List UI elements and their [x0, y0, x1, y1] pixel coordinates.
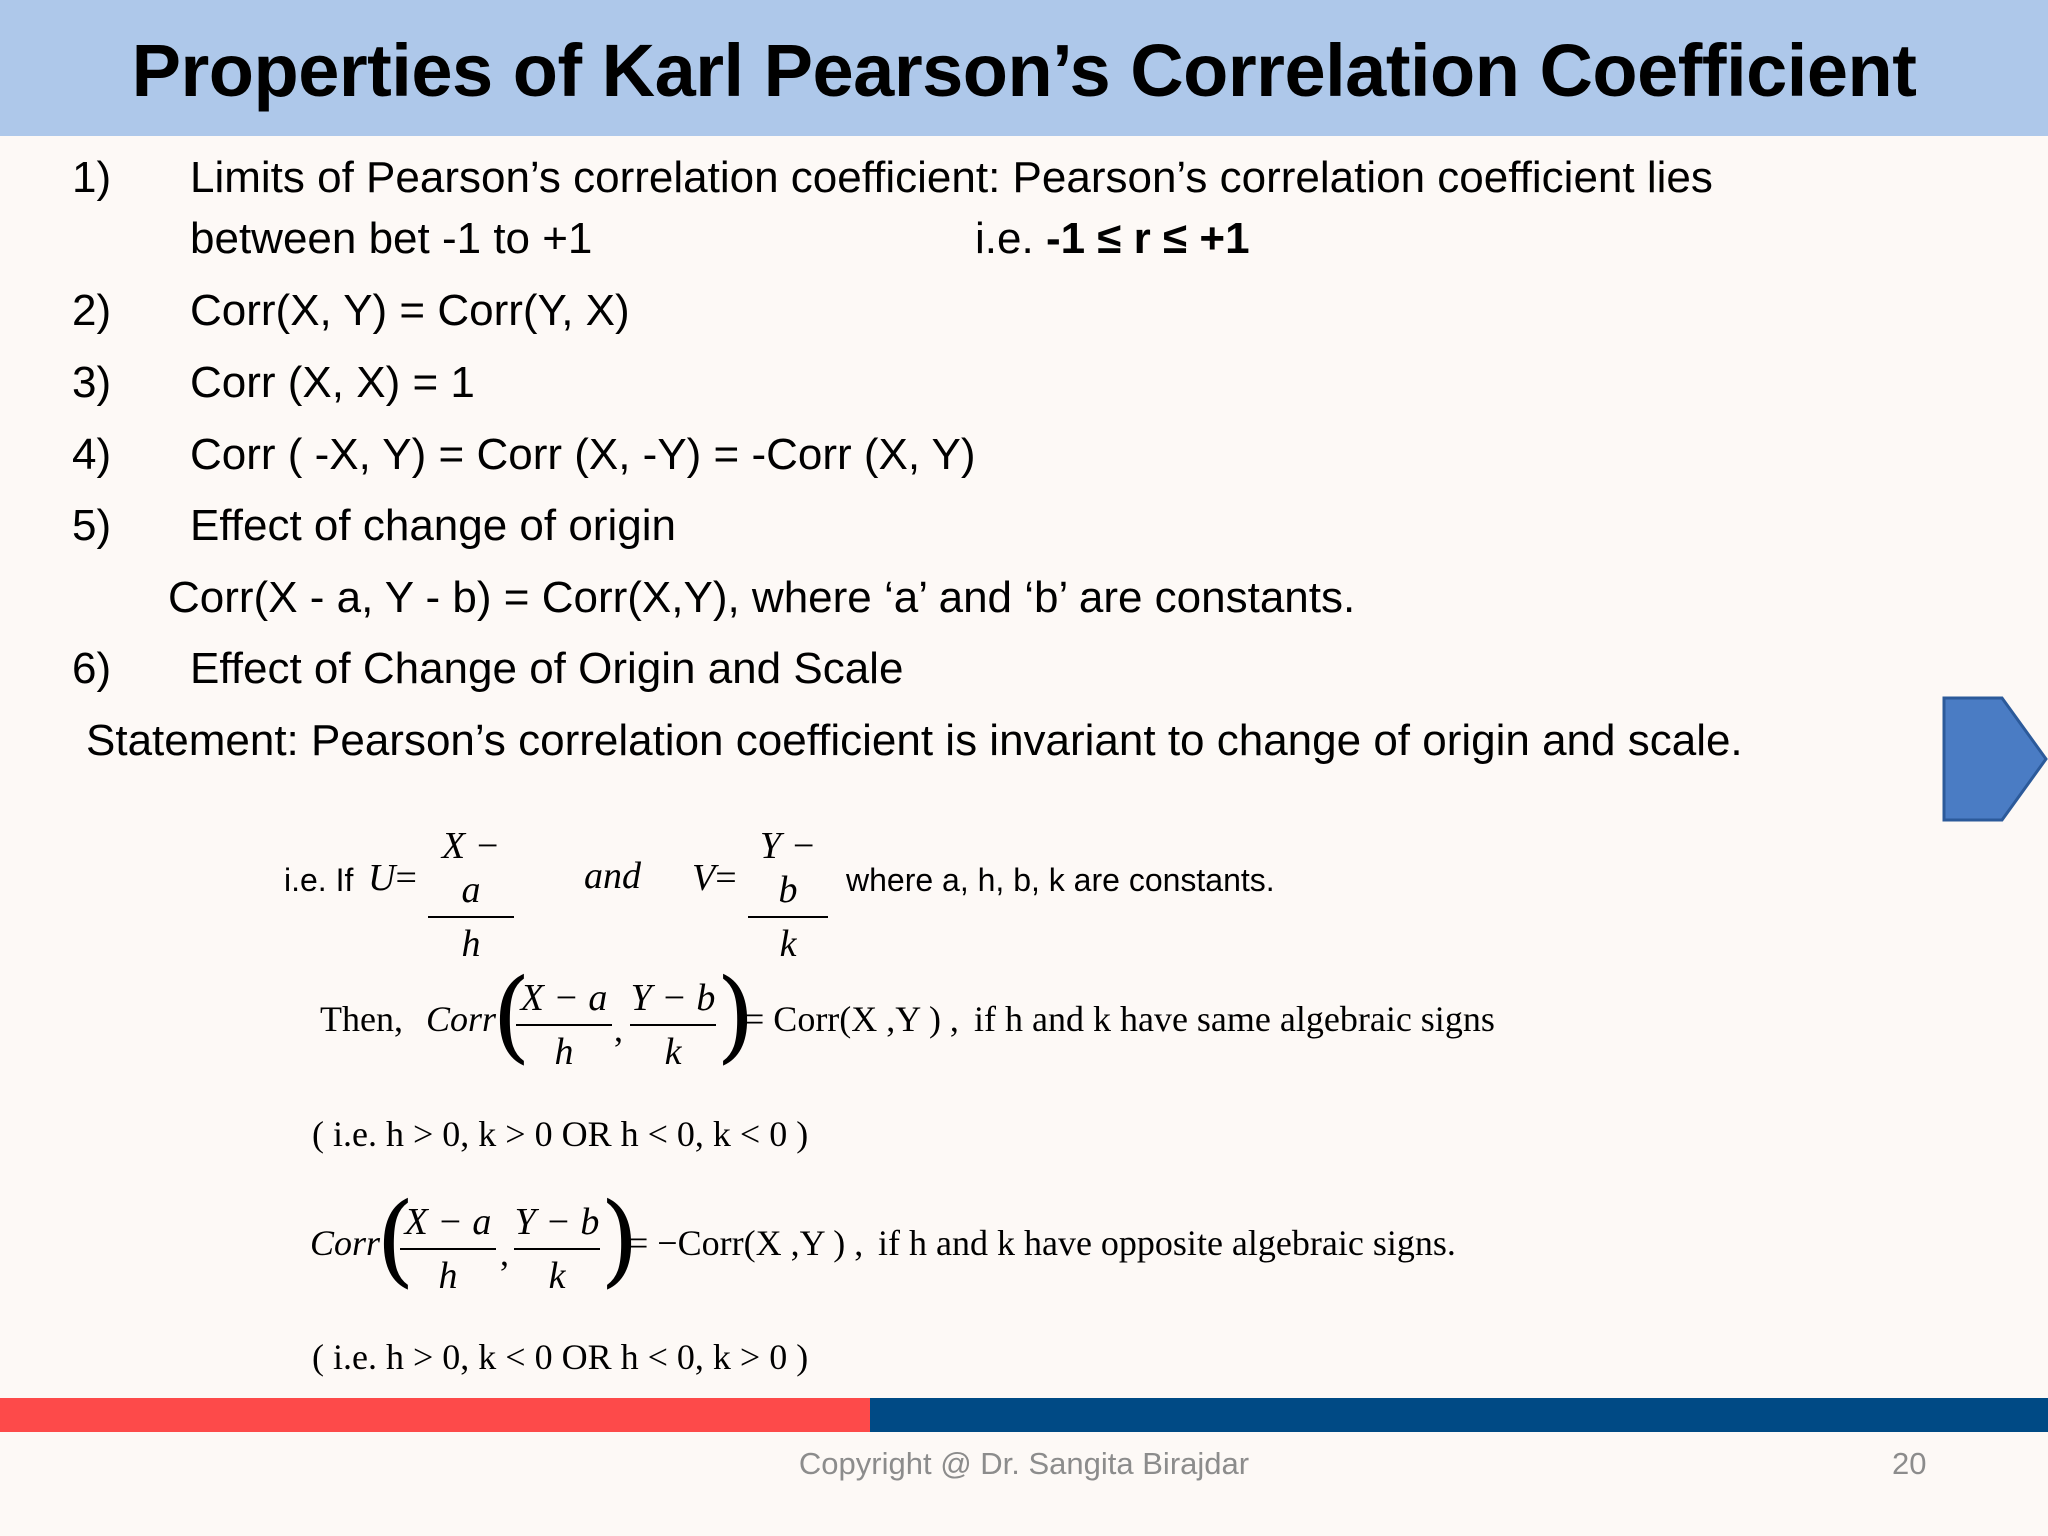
- u-symbol: U=: [368, 857, 417, 899]
- item-number: 1): [72, 153, 112, 202]
- fraction-y-minus-b-over-k: Y − b k: [630, 977, 716, 1073]
- item-number: 4): [72, 430, 112, 479]
- v-symbol: V=: [692, 857, 737, 899]
- right-paren: ): [600, 1181, 640, 1298]
- left-paren: (: [492, 957, 532, 1074]
- item-text-continued: between bet -1 to +1: [190, 214, 593, 263]
- item-text: Corr (X, X) = 1: [190, 358, 475, 407]
- item-text: Limits of Pearson’s correlation coefficient: Pearson’s correlation coefficient lies: [190, 153, 1713, 202]
- ie-if-label: i.e. If: [284, 862, 354, 898]
- left-paren: (: [376, 1181, 416, 1298]
- condition-same-signs: if h and k have same algebraic signs: [974, 999, 1495, 1039]
- item-text: Effect of change of origin: [190, 501, 676, 550]
- item-number: 5): [72, 501, 112, 550]
- item-number: 2): [72, 286, 112, 335]
- fraction-x-minus-a-over-h: X − a h: [516, 976, 612, 1074]
- footer-accent-red: [0, 1398, 870, 1432]
- item-number: 6): [72, 644, 112, 693]
- rhs-same: = Corr(X ,Y ) ,: [744, 999, 959, 1039]
- footer-accent-blue: [870, 1398, 2048, 1432]
- copyright-text: Copyright @ Dr. Sangita Birajdar: [798, 1446, 1250, 1481]
- next-arrow-icon[interactable]: [1942, 696, 2048, 822]
- corr-symbol: Corr: [310, 1223, 381, 1263]
- then-label: Then,: [320, 999, 403, 1039]
- right-paren: ): [716, 957, 756, 1074]
- item-text: Corr ( -X, Y) = Corr (X, -Y) = -Corr (X, Y): [190, 430, 976, 479]
- slide-title: Properties of Karl Pearson’s Correlation Coefficient: [131, 29, 1917, 112]
- condition-opposite-signs: if h and k have opposite algebraic signs.: [878, 1223, 1456, 1263]
- corr-symbol: Corr: [426, 999, 497, 1039]
- and-word: and: [584, 855, 641, 897]
- condition-opposite-detail: ( i.e. h > 0, k < 0 OR h < 0, k > 0 ): [312, 1337, 809, 1377]
- fraction-y-minus-b-over-k: Y − b k: [748, 824, 828, 966]
- statement: Statement: Pearson’s correlation coefficient is invariant to change of origin and scale.: [86, 716, 1743, 765]
- rhs-opposite: = −Corr(X ,Y ) ,: [628, 1223, 864, 1263]
- page-number: 20: [1892, 1446, 1927, 1481]
- inequality: -1 ≤ r ≤ +1: [1045, 214, 1250, 263]
- where-constants-text: where a, h, b, k are constants.: [846, 862, 1275, 898]
- condition-same-detail: ( i.e. h > 0, k > 0 OR h < 0, k < 0 ): [312, 1114, 809, 1154]
- fraction-y-minus-b-over-k: Y − b k: [514, 1201, 600, 1297]
- item-subtext: Corr(X - a, Y - b) = Corr(X,Y), where ‘a’ and ‘b’ are constants.: [168, 573, 1356, 622]
- comma: ,: [614, 1009, 623, 1049]
- fraction-x-minus-a-over-h: X − a h: [400, 1200, 496, 1298]
- fraction-x-minus-a-over-h: X − a h: [428, 824, 514, 966]
- item-text: Corr(X, Y) = Corr(Y, X): [190, 286, 630, 335]
- item-number: 3): [72, 358, 112, 407]
- ie-label: i.e. -1 ≤ r ≤ +1: [975, 214, 1250, 263]
- comma: ,: [500, 1233, 509, 1273]
- item-text: Effect of Change of Origin and Scale: [190, 644, 904, 693]
